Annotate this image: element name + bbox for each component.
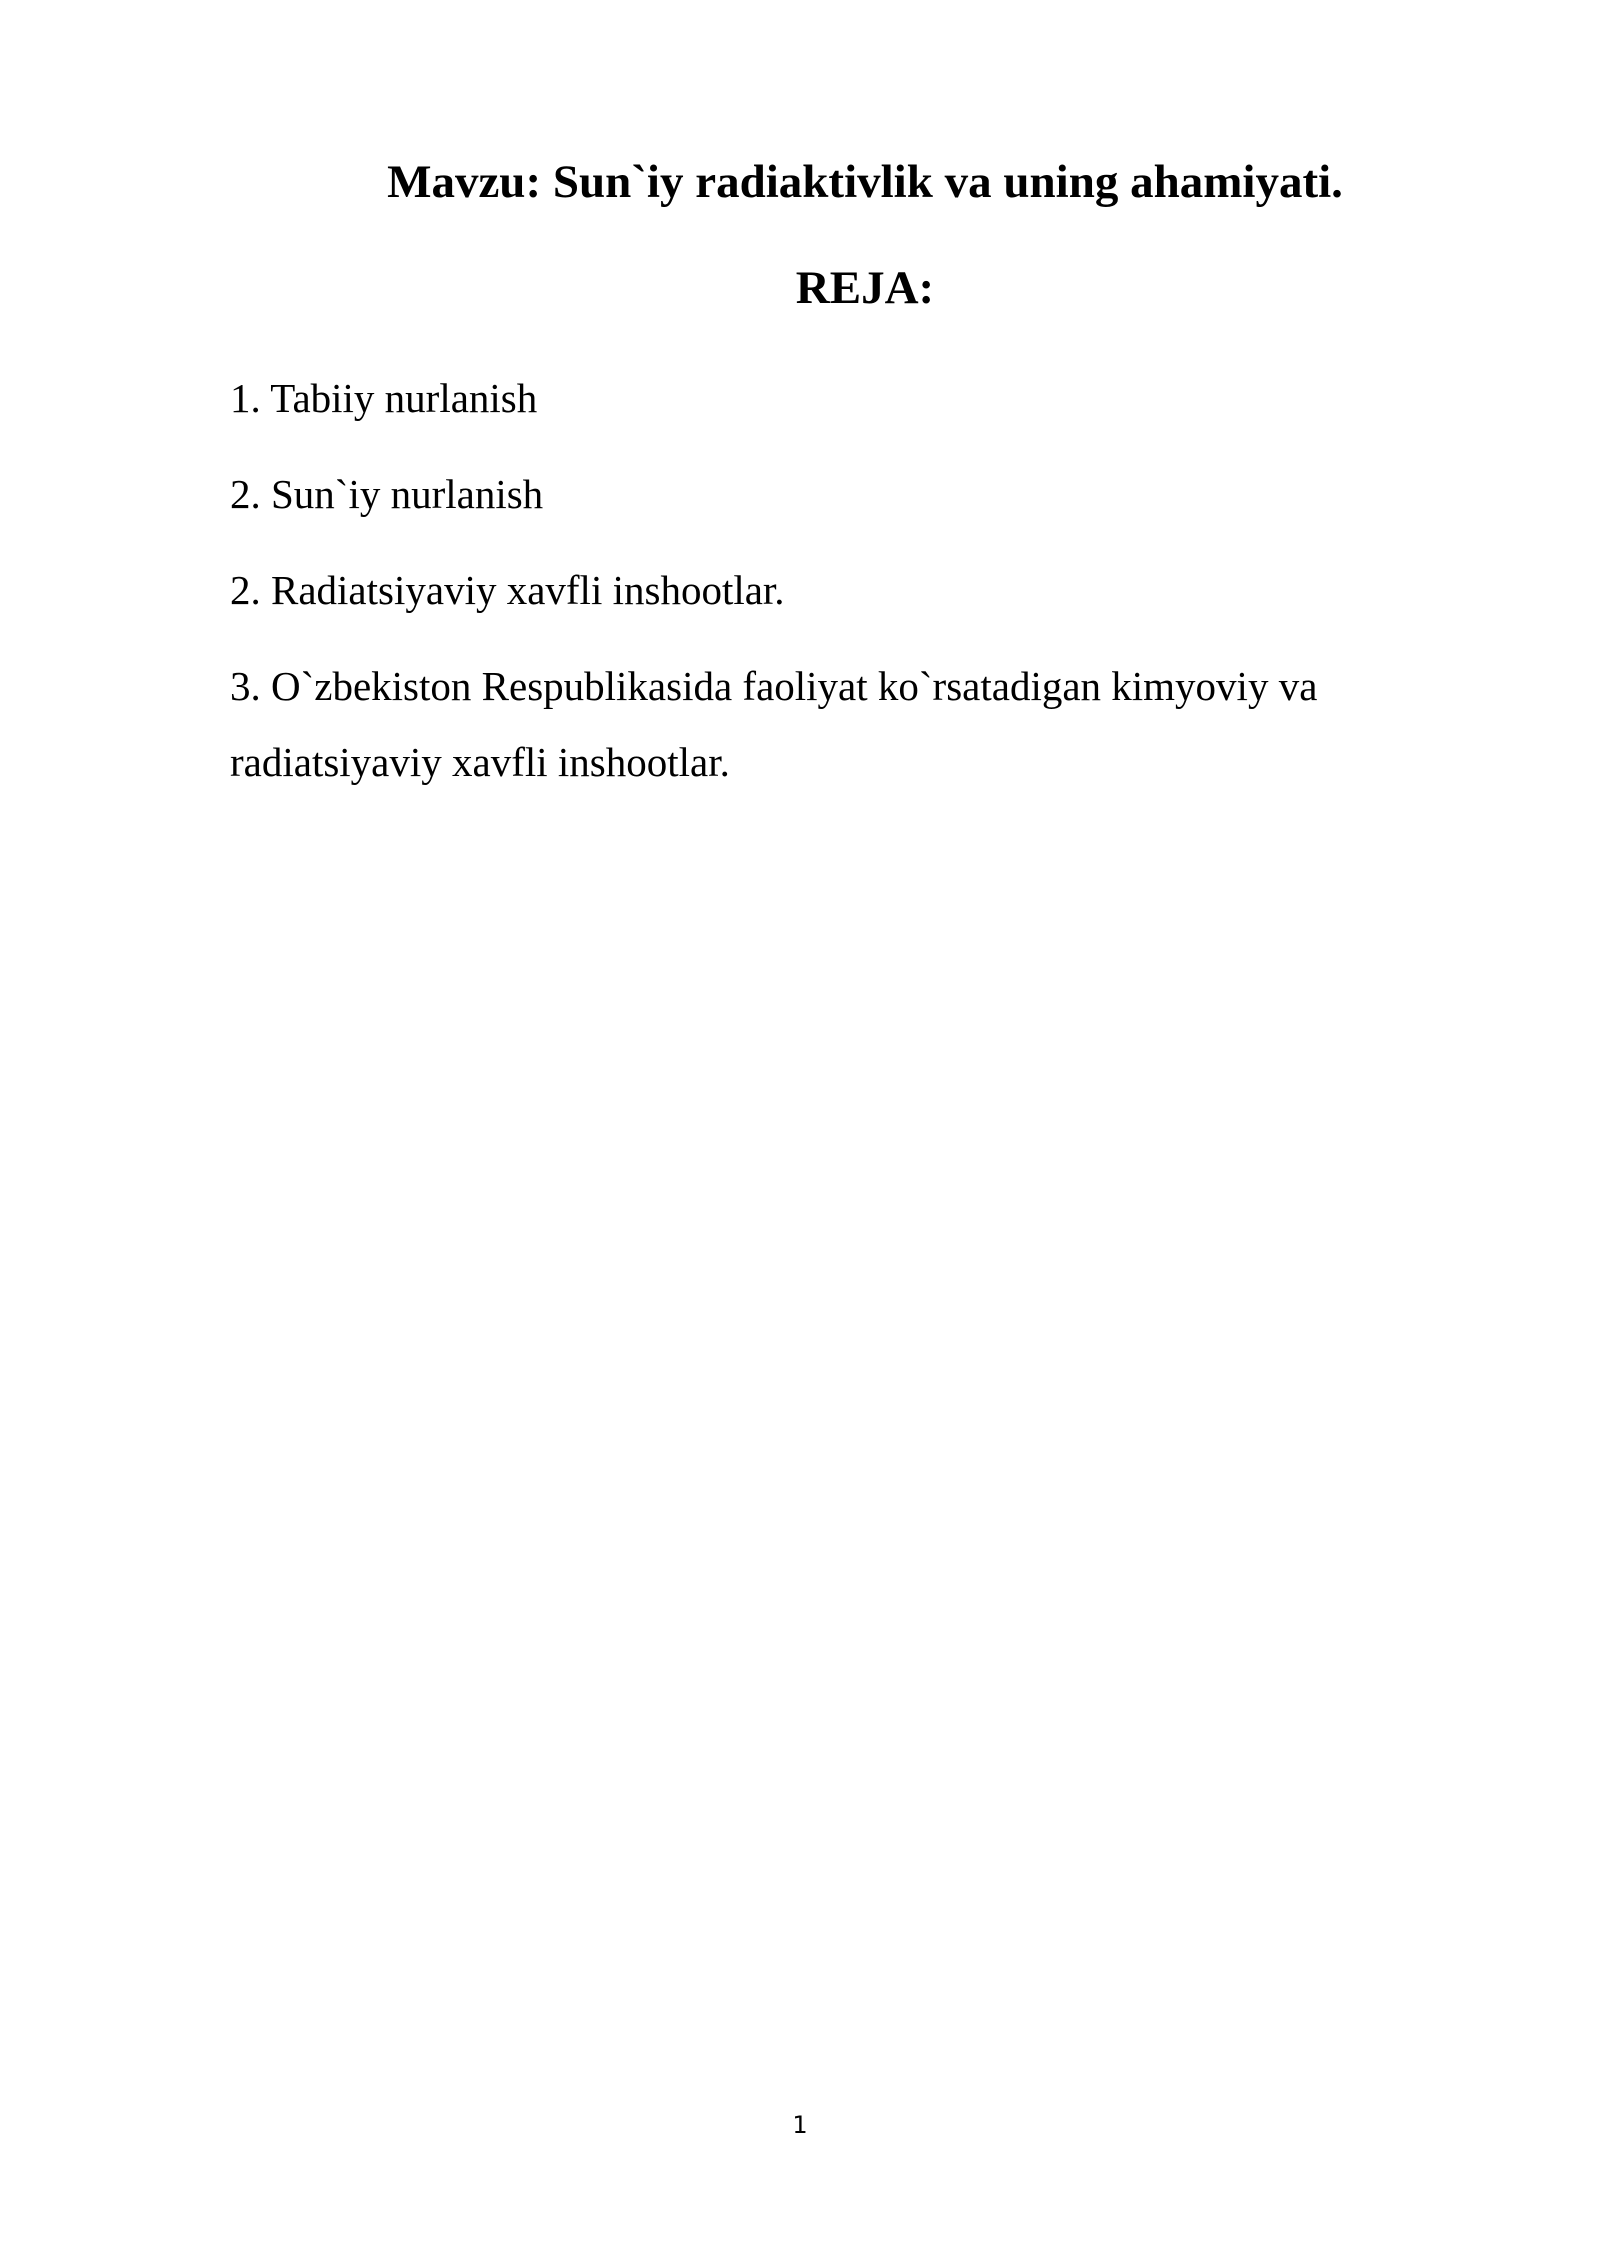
- plan-heading: REJA:: [795, 262, 935, 314]
- plan-item: 2. Sun`iy nurlanish: [230, 471, 544, 517]
- plan-item: 3. O`zbekiston Respublikasida faoliyat ko`rsatadigan kimyoviy va radiatsiyaviy xavfli inshootlar.: [230, 663, 1318, 785]
- document-title: Mavzu: Sun`iy radiaktivlik va uning ahamiyati.: [387, 156, 1343, 208]
- plan-item: 2. Radiatsiyaviy xavfli inshootlar.: [230, 567, 785, 613]
- plan-list: [230, 360, 1390, 820]
- page-number: 1: [792, 2111, 808, 2139]
- plan-item: 1. Tabiiy nurlanish: [230, 375, 538, 421]
